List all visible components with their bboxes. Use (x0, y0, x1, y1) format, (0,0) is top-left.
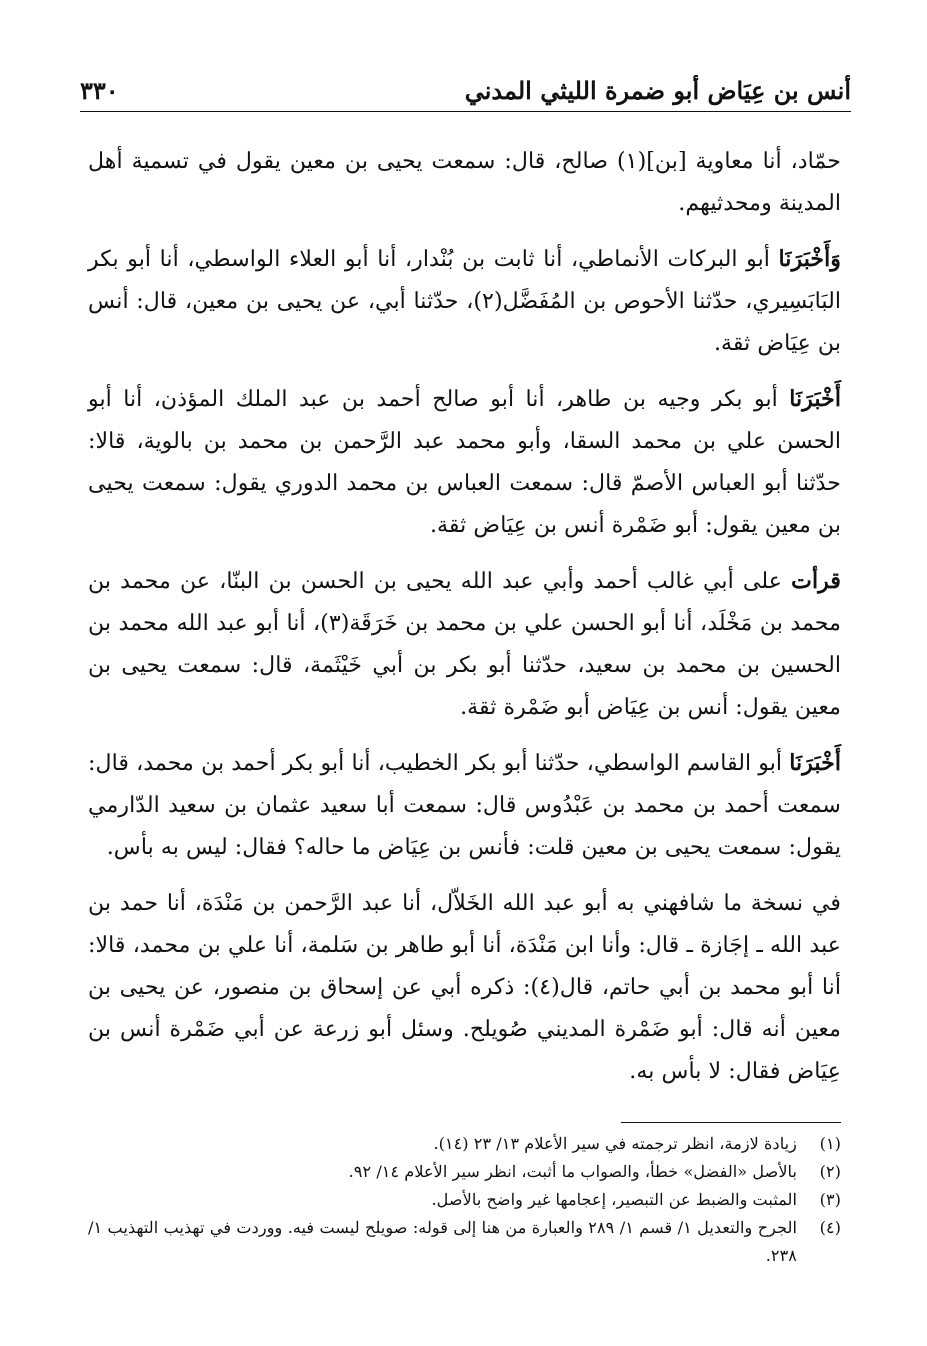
main-text (88, 140, 841, 1106)
paragraph (88, 238, 841, 364)
paragraph (88, 140, 841, 224)
paragraph (88, 378, 841, 546)
page-number: ٣٣٠ (80, 76, 119, 105)
footnote-text: زيادة لازمة، انظر ترجمته في سير الأعلام ١٣/ ٢٣ (١٤). (433, 1134, 797, 1153)
footnote (88, 1158, 841, 1186)
paragraph-text: أبو البركات الأنماطي، أنا ثابت بن بُنْدار، أنا أبو العلاء الواسطي، أنا أبو بكر البَابَسِيري، حدّثنا الأحوص بن المُفَضَّل(٢)، حدّثنا أبي، عن يحيى بن معين، قال: أنس بن عِيَاض ثقة. (88, 246, 842, 356)
paragraph-lead: وَأَخْبَرَنَا (778, 246, 841, 272)
footnote (88, 1214, 841, 1270)
footnote-separator (621, 1122, 841, 1123)
paragraph-lead: أَخْبَرَنَا (789, 750, 841, 776)
paragraph-text: أبو القاسم الواسطي، حدّثنا أبو بكر الخطيب، أنا أبو بكر أحمد بن محمد، قال: سمعت أحمد بن محمد بن عَبْدُوس قال: سمعت أبا سعيد عثمان بن سعيد الدّارمي يقول: سمعت يحيى بن معين قلت: فأنس بن عِيَاض ما حاله؟ فقال: ليس به بأس. (88, 750, 841, 860)
footnote-text: المثبت والضبط عن التبصير، إعجامها غير واضح بالأصل. (431, 1190, 797, 1209)
paragraph-text: على أبي غالب أحمد وأبي عبد الله يحيى بن الحسن بن البنّا، عن محمد بن محمد بن مَخْلَد، أنا أبو الحسن علي بن محمد بن خَرَقَة(٣)، أنا أبو عبد الله محمد بن الحسين بن محمد بن سعيد، حدّثنا أبو بكر بن أبي خَيْثَمة، قال: سمعت يحيى بن معين يقول: أنس بن عِيَاض أبو ضَمْرة ثقة. (88, 568, 842, 720)
footnote-text: الجرح والتعديل ١/ قسم ١/ ٢٨٩ والعبارة من هنا إلى قوله: صويلح ليست فيه. ووردت في تهذيب التهذيب ١/ ٢٣٨. (88, 1218, 797, 1265)
running-header (80, 64, 851, 112)
paragraph (88, 742, 841, 868)
footnote-number: (١) (819, 1134, 841, 1153)
footnotes (88, 1130, 841, 1270)
paragraph-lead: أَخْبَرَنَا (789, 386, 841, 412)
paragraph-lead: قرأت (791, 568, 841, 594)
footnote-number: (٢) (819, 1162, 841, 1181)
paragraph (88, 560, 841, 728)
paragraph-text: في نسخة ما شافهني به أبو عبد الله الخَلاّل، أنا عبد الرَّحمن بن مَنْدَة، أنا حمد بن عبد الله ـ إجَازة ـ قال: وأنا ابن مَنْدَة، أنا أبو طاهر بن سَلمة، أنا علي بن محمد، قالا: أنا أبو محمد بن أبي حاتم، قال(٤): ذكره أبي عن إسحاق بن منصور، عن يحيى بن معين أنه قال: أبو ضَمْرة المديني صُويلح. وسئل أبو زرعة عن أبي ضَمْرة أنس بن عِيَاض فقال: لا بأس به. (88, 890, 841, 1084)
paragraph-text: حمّاد، أنا معاوية [بن](١) صالح، قال: سمعت يحيى بن معين يقول في تسمية أهل المدينة ومحدثيهم. (88, 148, 841, 216)
paragraph-text: أبو بكر وجيه بن طاهر، أنا أبو صالح أحمد بن عبد الملك المؤذن، أنا أبو الحسن علي بن محمد السقا، وأبو محمد عبد الرَّحمن بن محمد بن بالوية، قالا: حدّثنا أبو العباس الأصمّ قال: سمعت العباس بن محمد الدوري يقول: سمعت يحيى بن معين يقول: أبو ضَمْرة أنس بن عِيَاض ثقة. (88, 386, 841, 538)
footnote (88, 1186, 841, 1214)
footnote-number: (٤) (819, 1218, 841, 1237)
footnote-text: بالأصل «الفضل» خطأ، والصواب ما أثبت، انظر سير الأعلام ١٤/ ٩٢. (348, 1162, 797, 1181)
header-title: أنس بن عِيَاض أبو ضمرة الليثي المدني (464, 76, 851, 105)
footnote (88, 1130, 841, 1158)
footnote-number: (٣) (819, 1190, 841, 1209)
paragraph (88, 882, 841, 1092)
